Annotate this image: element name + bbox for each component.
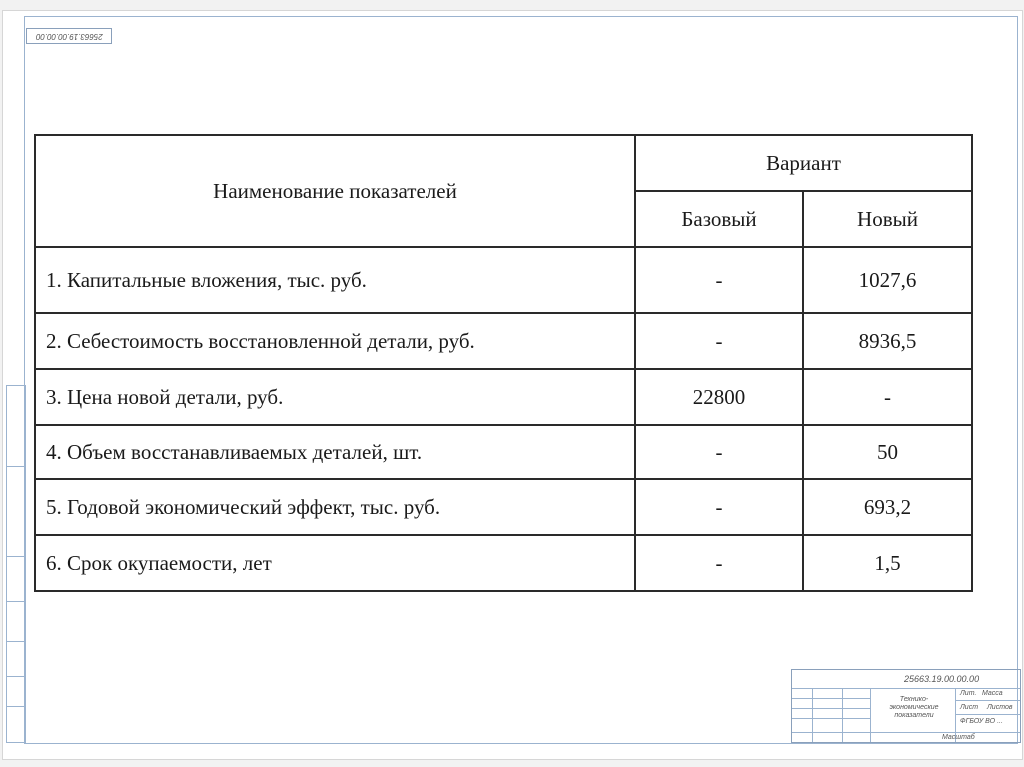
title-block-line [842,688,843,742]
row-name: 2. Себестоимость восстановленной детали, руб. [35,313,635,369]
title-block-sheets: Листов [987,704,1013,711]
side-stamp-divider [7,676,25,677]
row-name: 3. Цена новой детали, руб. [35,369,635,425]
row-new: 8936,5 [803,313,972,369]
row-name: 1. Капитальные вложения, тыс. руб. [35,247,635,313]
table-row [35,425,972,479]
indicators-table [34,134,973,592]
row-name: 5. Годовой экономический эффект, тыс. руб. [35,479,635,535]
title-block-name: Технико-экономические показатели [889,696,939,719]
row-new: 50 [803,425,972,479]
table-row [35,247,972,313]
row-new: - [803,369,972,425]
title-block-sheet: Лист [960,704,979,711]
title-block-code: 25663.19.00.00.00 [904,674,980,684]
side-stamp [6,385,26,743]
title-block-line [955,700,1020,701]
title-block-line [955,714,1020,715]
row-base: 22800 [635,369,803,425]
side-stamp-divider [7,641,25,642]
row-new: 1027,6 [803,247,972,313]
title-block-scale: Масштаб [942,734,975,741]
side-stamp-divider [7,706,25,707]
title-block-line [812,688,813,742]
title-block-lit: Лит. [960,690,977,697]
row-base: - [635,479,803,535]
row-base: - [635,425,803,479]
title-block [791,669,1021,743]
title-block-line [792,688,1020,689]
table-row [35,369,972,425]
title-block-mass: Масса [982,690,1003,697]
header-indicator-name: Наименование показателей [35,135,635,247]
row-base: - [635,535,803,591]
header-variant: Вариант [635,135,972,191]
title-block-line [792,732,1020,733]
table-header-row [35,135,972,191]
row-base: - [635,313,803,369]
side-stamp-divider [7,556,25,557]
title-block-org: ФГБОУ ВО ... [960,718,1003,725]
header-new: Новый [803,191,972,247]
title-block-line [792,718,870,719]
row-new: 1,5 [803,535,972,591]
row-new: 693,2 [803,479,972,535]
table-row [35,313,972,369]
top-drawing-code [26,28,112,44]
row-name: 4. Объем восстанавливаемых деталей, шт. [35,425,635,479]
title-block-line [792,698,870,699]
row-name: 6. Срок окупаемости, лет [35,535,635,591]
title-block-line [870,688,871,742]
header-base: Базовый [635,191,803,247]
side-stamp-divider [7,466,25,467]
top-drawing-code-text: 25663.19.00.00.00 [35,32,103,41]
table-row [35,479,972,535]
title-block-line [792,708,870,709]
row-base: - [635,247,803,313]
side-stamp-divider [7,601,25,602]
table-row [35,535,972,591]
